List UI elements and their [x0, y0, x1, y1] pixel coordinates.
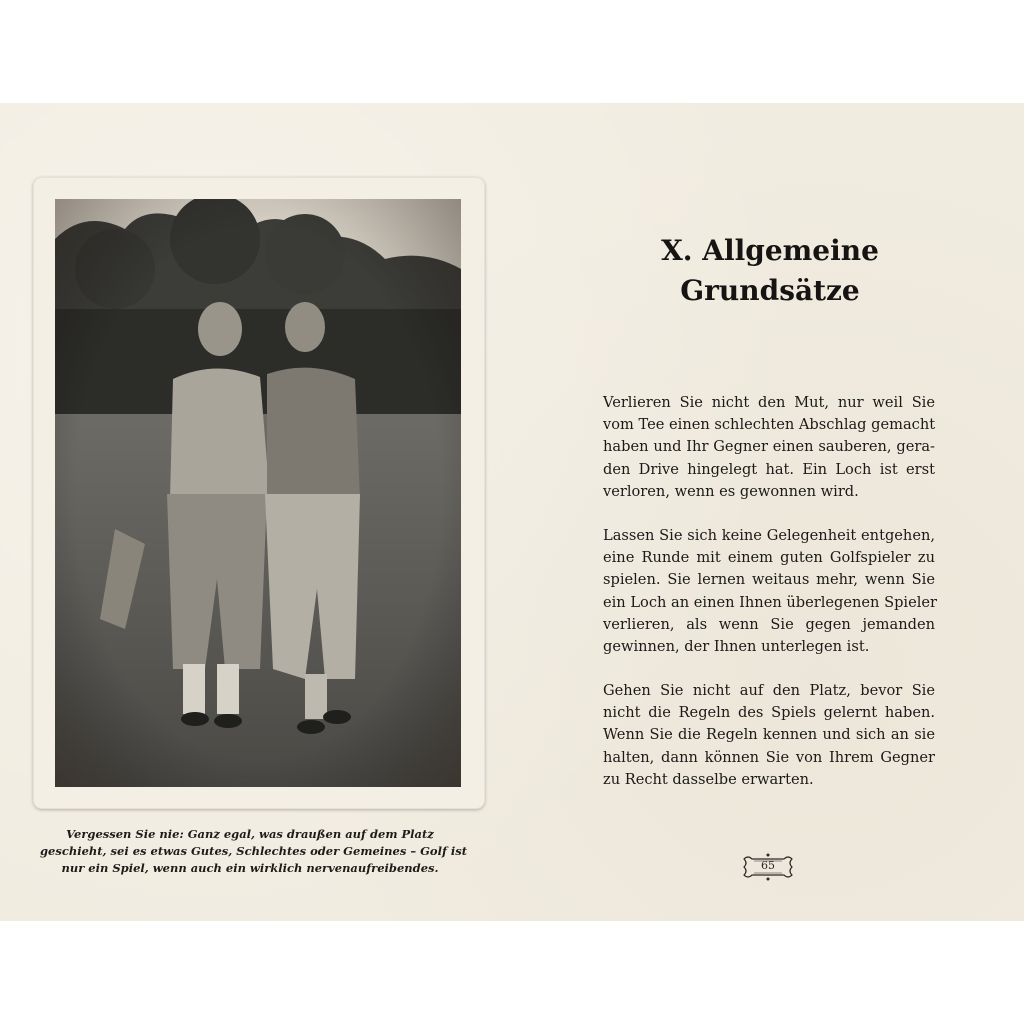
- text-line: vom Tee einen schlechten Abschlag gemacht: [603, 416, 936, 434]
- vintage-photo: [55, 199, 461, 787]
- paragraph-2: [603, 525, 938, 658]
- book-spread: [0, 103, 1024, 921]
- paragraph-3: [603, 680, 935, 791]
- text-line: gewinnen, der Ihnen unterlegen ist.: [603, 637, 870, 655]
- text-line: Wenn Sie die Regeln kennen und sich an sie: [603, 726, 935, 744]
- chapter-title: [560, 231, 980, 311]
- text-line: ein Loch an einen Ihnen überlegenen Spieler: [603, 593, 938, 611]
- text-line: eine Runde mit einem guten Golfspieler zu: [603, 549, 935, 567]
- caption-line: geschieht, sei es etwas Gutes, Schlechtes oder Gemeines – Golf ist: [40, 844, 468, 858]
- golfers-photo-illustration: [55, 199, 461, 787]
- text-line: verloren, wenn es gewonnen wird.: [603, 482, 859, 500]
- text-line: haben und Ihr Gegner einen sauberen, gera-: [603, 438, 935, 456]
- photo-caption: [40, 826, 468, 877]
- text-line: nicht die Regeln des Spiels gelernt haben.: [603, 704, 935, 722]
- photo-card: [33, 177, 485, 809]
- paragraph-1: [603, 392, 935, 503]
- text-line: spielen. Sie lernen weitaus mehr, wenn Sie: [603, 571, 935, 589]
- text-line: verlieren, als wenn Sie gegen jemanden: [603, 615, 935, 633]
- text-line: zu Recht dasselbe erwarten.: [603, 770, 814, 788]
- body-text: [603, 392, 938, 813]
- caption-line: Vergessen Sie nie: Ganz egal, was draußen auf dem Platz: [66, 827, 434, 841]
- text-line: Gehen Sie nicht auf den Platz, bevor Sie: [603, 682, 935, 700]
- chapter-title-line-2: Grundsätze: [680, 274, 860, 307]
- chapter-title-line-1: X. Allgemeine: [661, 234, 879, 267]
- page-number: 65: [761, 859, 775, 872]
- text-line: Lassen Sie sich keine Gelegenheit entgehen,: [603, 526, 935, 544]
- text-line: Verlieren Sie nicht den Mut, nur weil Sie: [603, 394, 935, 411]
- text-line: halten, dann können Sie von Ihrem Gegner: [603, 748, 935, 766]
- page-number-ornament: [742, 851, 794, 883]
- text-line: den Drive hingelegt hat. Ein Loch ist erst: [603, 460, 935, 478]
- caption-line: nur ein Spiel, wenn auch ein wirklich nervenaufreibendes.: [61, 861, 439, 875]
